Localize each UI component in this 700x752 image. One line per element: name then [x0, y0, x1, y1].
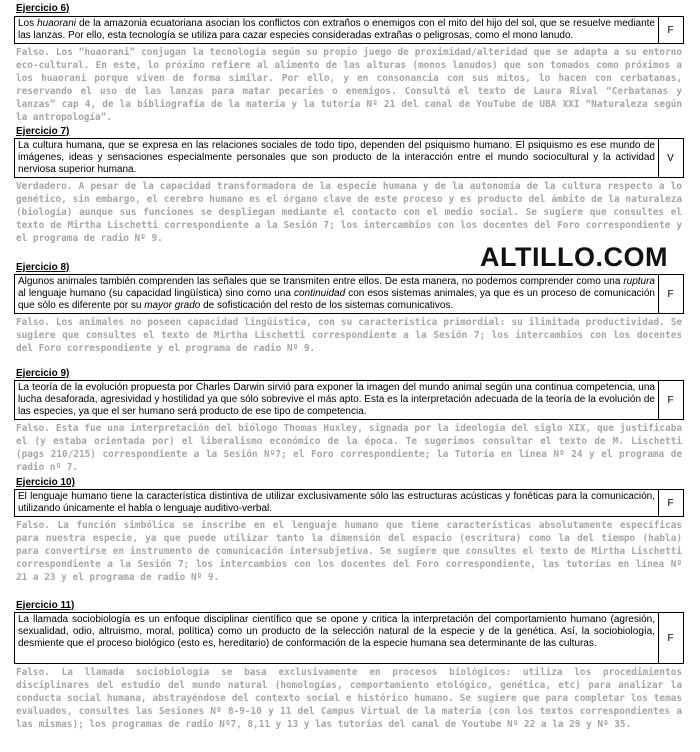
answer-cell: F	[667, 288, 674, 300]
answer-cell: F	[667, 497, 674, 509]
exercise-title: Ejercicio 9)	[16, 368, 70, 379]
feedback-text: Verdadero. A pesar de la capacidad transformadora de la especie humana y de la autonomía de la cultura respecto a lo genético, sin embargo, el cerebro humano es el órgano clave de este proceso y es producto del ámbito de la naturaleza (biología) aunque sus funciones se despliegan mediante el contacto con el medio social. Se sugiere que consultes el texto de Mirtha Lischetti correspondiente a la Sesión 7; los intercambios con los docentes del Foro correspondiente y el programa de radio Nº 9.	[16, 181, 682, 244]
statement-italic-run: mayor grado	[144, 300, 201, 311]
statement-run: La cultura humana, que se expresa en las relaciones sociales de todo tipo, dependen del psiquismo humano. El psiquismo es ese mundo de imágenes, ideas y sensaciones especialmente personales que son producto de la interacción entre el mundo sociocultural y la actividad nerviosa superior humana.	[18, 140, 655, 175]
exercise-title: Ejercicio 7)	[16, 126, 70, 137]
statement-run: Algunos animales también comprenden las señales que se transmiten entre ellos. De esta manera, no podemos comprender como una	[18, 276, 624, 287]
question-box	[14, 489, 684, 517]
question-box	[14, 612, 684, 664]
question-text	[15, 490, 659, 516]
question-box	[14, 138, 684, 178]
exercise-title: Ejercicio 10)	[16, 477, 75, 488]
statement-run: La llamada sociobiología es un enfoque disciplinar científico que se opone y critica la interpretación del comportamiento humano (agresión, sexualidad, odio, altruismo, moral, política) como un producto de la selección natural de la especie y de la genética. Así, la sociobiología, desmiente que el proceso biológico (esto es, hereditario) de conformación de la especie humana sea determinante de las culturas.	[18, 614, 655, 649]
exercise-title: Ejercicio 6)	[16, 3, 70, 14]
statement-italic-run: huaorani	[37, 18, 77, 29]
statement-run: de la amazonia ecuatoriana asocian los conflictos con extraños o enemigos con el mito del hijo del sol, que se resuelve mediante las lanzas. Por ello, esta tecnología se utiliza para cazar especies consideradas extrañas o peligrosas, como el mono lanudo.	[18, 18, 655, 41]
answer-cell: F	[667, 632, 674, 644]
question-box	[14, 16, 684, 44]
question-text	[15, 381, 659, 419]
question-text	[15, 275, 659, 313]
feedback-text: Falso. Los animales no poseen capacidad lingüística, con su característica primordial: su ilimitada productividad. Se sugiere que consultes el texto de Mirtha Lischetti correspondiente a la Sesión 7; los intercambios con los docentes del Foro correspondiente y el programa de radio Nº 9.	[16, 317, 682, 354]
exercise-title: Ejercicio 8)	[16, 262, 70, 273]
feedback-text: Falso. La función simbólica se inscribe en el lenguaje humano que tiene características absolutamente específicas para nuestra especie, ya que puede utilizar tanto la dimensión del espacio (escritura) como la del tiempo (habla) para convertirse en instrumento de comunicación intersubjetiva. Se sugiere que consultes el texto de Mirtha Lischetti correspondiente a la Sesión 7; los intercambios con los docentes del Foro correspondiente, las tutorías en línea Nº 21 a 23 y el programa de radio Nº 9.	[16, 520, 682, 583]
question-text	[15, 139, 659, 177]
answer-cell: F	[667, 394, 674, 406]
answer-cell: V	[667, 152, 674, 164]
feedback-text: Falso. La llamada sociobiología se basa exclusivamente en procesos biológicos: utiliza los procedimientos disciplinares del estudio del mundo natural (homologías, comportamiento etológico, genética, etc) para analizar la conducta social humana, abstrayéndose del contexto social e histórico humano. Se sugiere que para completar los temas evaluados, consultes las Sesiones Nº 8-9-10 y 11 del Campus Virtual de la materia (con los textos correspondientes a las mismas); los programas de radio Nº7, 8,11 y 13 y las tutorías del canal de Youtube Nº 22 a la 29 y Nº 35.	[16, 667, 682, 730]
question-text	[15, 613, 659, 663]
answer-cell: F	[667, 24, 674, 36]
question-box	[14, 380, 684, 420]
statement-run: La teoría de la evolución propuesta por Charles Darwin sirvió para exponer la imagen del mundo animal según una continua competencia, una lucha desaforada, agresividad y hostilidad ya que sólo sobrevive el más apto. Esta es la interpretación adecuada de la teoría de la evolución de las especies, ya que el ser humano será producto de ese tipo de competencia.	[18, 382, 655, 417]
statement-run: El lenguaje humano tiene la característica distintiva de utilizar exclusivamente sólo las estructuras acústicas y fonéticas para la comunicación, utilizando únicamente el habla o lenguaje auditivo-verbal.	[18, 491, 655, 514]
statement-run: Los	[18, 18, 38, 29]
feedback-text: Falso. Los “huaorani” conjugan la tecnología según su propio juego de proximidad/alteridad que se adapta a su entorno eco-cultural. En este, lo próximo refiere al alimento de las alturas (monos lanudos) que son tomados como próximos a los huaorani porque viven de forma similar. Por ello, y en consonancia con sus mitos, lo hacen con cerbatanas, reservando el uso de las lanzas para matar pecaries o enemigos. Consultá el texto de Laura Rival “Cerbatanas y lanzas” cap 4, de la bibliografía de la materia y la tutoría Nº 21 del canal de YouTube de UBA XXI “Naturaleza según la antropología”.	[16, 47, 682, 123]
question-text	[15, 17, 659, 43]
statement-italic-run: continuidad	[293, 288, 346, 299]
statement-italic-run: ruptura	[623, 276, 655, 287]
statement-run: al lenguaje humano (su capacidad lingüística) sino como una	[18, 288, 294, 299]
statement-run: con esos sistemas animales, ya que es un proceso de comunicación que sólo es diferente por su	[18, 288, 655, 311]
feedback-text: Falso. Esta fue una interpretación del biólogo Thomas Huxley, signada por la ideología del siglo XIX, que justificaba el (y estaba orientada por) el liberalismo económico de la época. Te sugerimos consultar el texto de M. Lischetti (pags 210/215) correspondiente a la Sesión Nº7; el Foro correspondiente; la Tutoría en línea Nº 24 y el programa de radio nº 7.	[16, 423, 682, 473]
question-box	[14, 274, 684, 314]
exercise-title: Ejercicio 11)	[16, 600, 75, 611]
watermark: ALTILLO.COM	[480, 242, 668, 272]
statement-run: de sofisticación del resto de los sistemas comunicativos.	[200, 300, 454, 311]
